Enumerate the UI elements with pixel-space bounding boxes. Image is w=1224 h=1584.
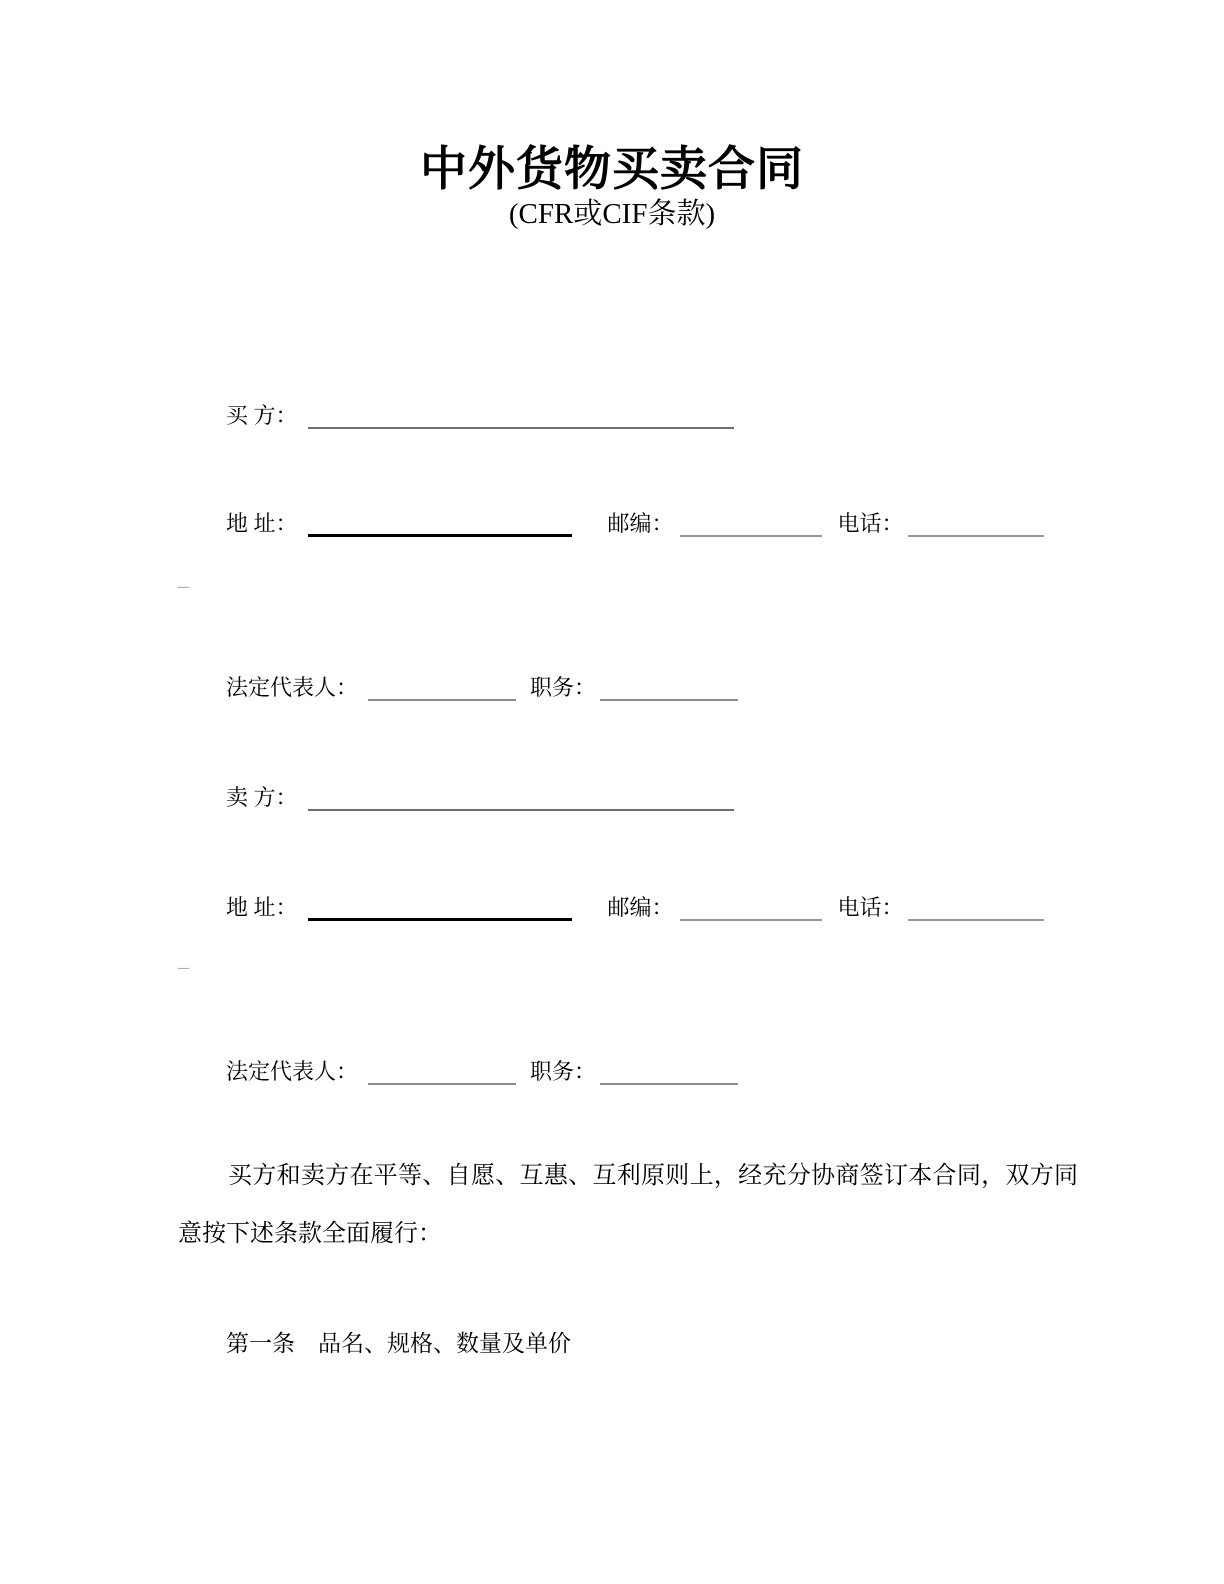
clause1-heading: 第一条 品名、规格、数量及单价: [226, 1331, 571, 1356]
phone-label: 电话：: [837, 895, 904, 920]
legal-rep-label: 法定代表人：: [226, 1059, 359, 1084]
position-label: 职务：: [530, 675, 597, 700]
seller-position-blank[interactable]: [600, 1061, 738, 1085]
buyer-address-blank[interactable]: [308, 512, 572, 537]
document-subtitle: (CFR或CIF条款): [508, 198, 716, 230]
seller-legal-rep-blank[interactable]: [368, 1061, 516, 1085]
postcode-label: 邮编：: [607, 895, 674, 920]
buyer-postcode-blank[interactable]: [680, 513, 822, 537]
seller-legal-rep-row: [226, 1058, 738, 1085]
buyer-legal-rep-blank[interactable]: [368, 677, 516, 701]
wrapped-underscore: _: [178, 946, 189, 971]
seller-row: [226, 784, 734, 811]
seller-name-blank[interactable]: [308, 787, 734, 811]
buyer-legal-rep-row: [226, 674, 738, 701]
legal-rep-label: 法定代表人：: [226, 675, 359, 700]
seller-label: 卖 方：: [226, 785, 298, 810]
phone-label: 电话：: [837, 511, 904, 536]
buyer-phone-blank[interactable]: [908, 513, 1044, 537]
position-label: 职务：: [530, 1059, 597, 1084]
buyer-position-blank[interactable]: [600, 677, 738, 701]
wrapped-underscore: _: [178, 565, 189, 590]
seller-address-blank[interactable]: [308, 896, 572, 921]
buyer-row: [226, 402, 734, 429]
buyer-address-row: [226, 510, 1044, 537]
seller-phone-blank[interactable]: [908, 897, 1044, 921]
postcode-label: 邮编：: [607, 511, 674, 536]
buyer-label: 买 方：: [226, 403, 298, 428]
document-title: 中外货物买卖合同: [420, 142, 804, 195]
address-label: 地 址：: [226, 511, 298, 536]
seller-address-row: [226, 894, 1044, 921]
address-label: 地 址：: [226, 895, 298, 920]
seller-postcode-blank[interactable]: [680, 897, 822, 921]
intro-paragraph: 买方和卖方在平等、自愿、互惠、互利原则上，经充分协商签订本合同，双方同意按下述条款全面履行：: [178, 1163, 1078, 1247]
buyer-name-blank[interactable]: [308, 405, 734, 429]
